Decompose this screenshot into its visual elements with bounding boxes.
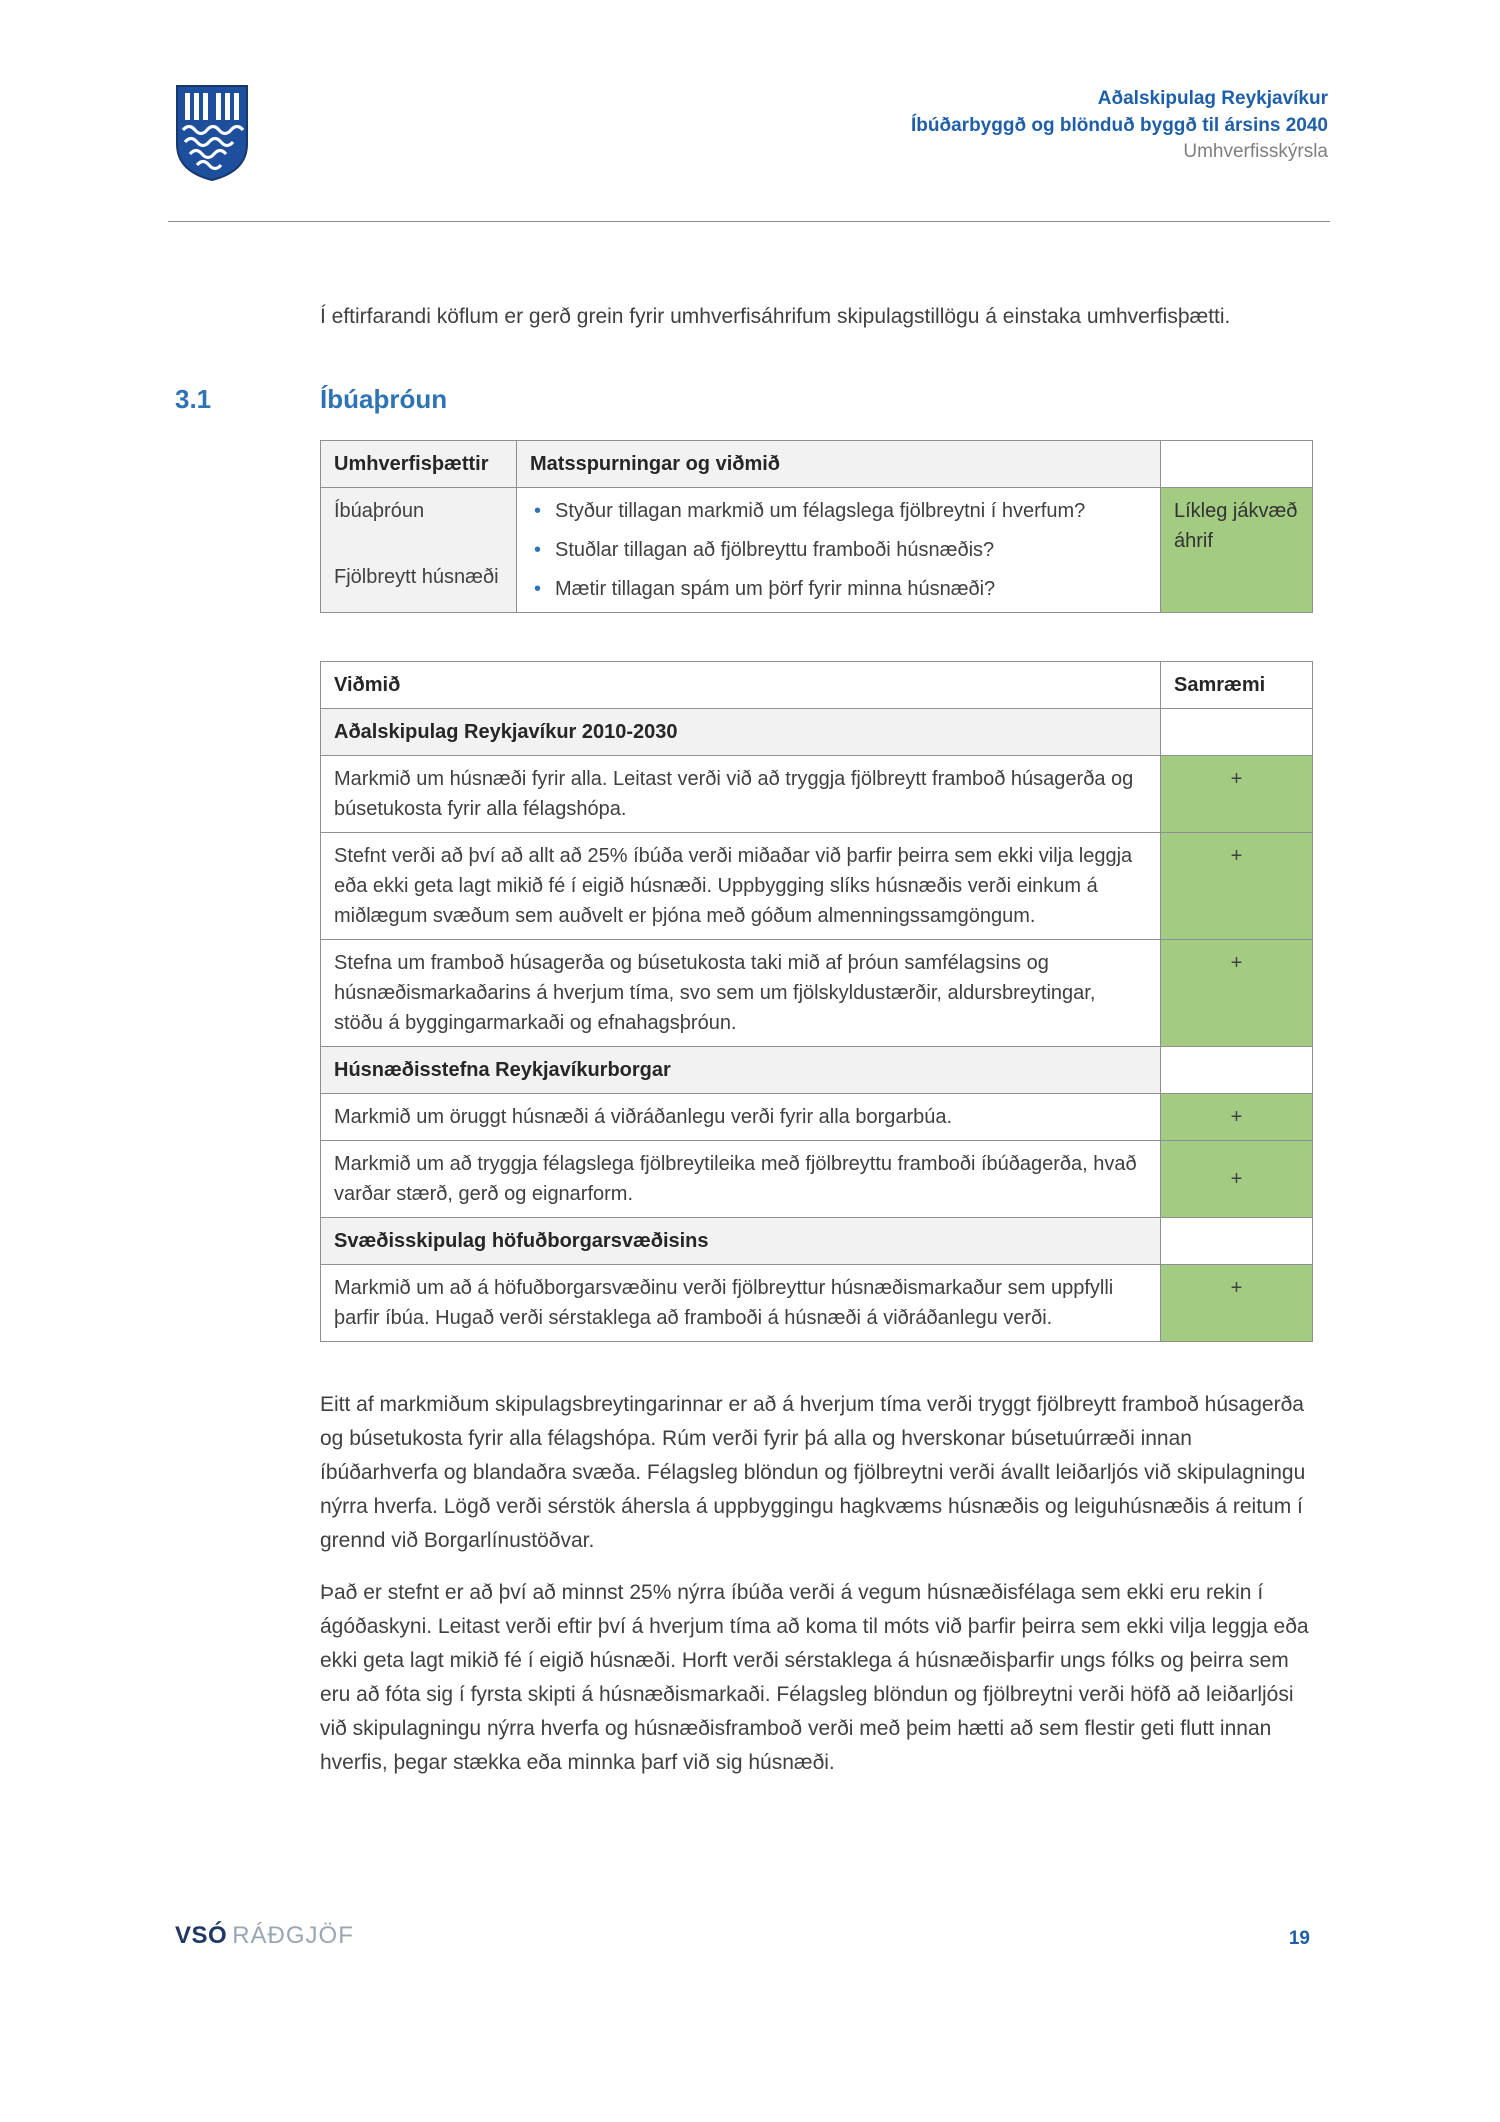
criteria-text: Stefnt verði að því að allt að 25% íbúða verði miðaðar við þarfir þeirra sem ekki vilja leggja eða ekki geta lagt mikið fé í eigið húsnæði. Uppbygging slíks húsnæðis verði einkum á miðlægum svæðum sem auðvelt er þjóna með góðum almenningssamgöngum. <box>321 833 1161 940</box>
criteria-section-title: Húsnæðisstefna Reykjavíkurborgar <box>321 1047 1161 1094</box>
criteria-row <box>321 1265 1313 1342</box>
factor-line-2: Fjölbreytt húsnæði <box>334 566 499 589</box>
compliance-mark: + <box>1161 1265 1313 1342</box>
factor-line-1: Íbúaþróun <box>334 500 425 523</box>
header-subtitle: Umhverfisskýrsla <box>1183 141 1328 163</box>
document-header <box>175 84 1328 204</box>
header-divider <box>168 221 1330 222</box>
assessment-body-row <box>321 488 1313 613</box>
criteria-section-empty-cell <box>1161 1047 1313 1094</box>
criteria-section-empty-cell <box>1161 709 1313 756</box>
coat-of-arms-icon <box>175 84 249 184</box>
assessment-header-row <box>321 441 1313 488</box>
body-paragraph-1: Eitt af markmiðum skipulagsbreytingarinnar er að á hverjum tíma verði tryggt fjölbreytt framboð húsagerða og búsetukosta fyrir alla félagshópa. Rúm verði fyrir þá alla og hverskonar búsetuúrræði innan íbúðarhverfa og blandaðra svæða. Félagsleg blöndun og fjölbreytni verði ávallt leiðarljós við skipulagningu nýrra hverfa. Lögð verði sérstök áhersla á uppbyggingu hagkvæms húsnæðis og leiguhúsnæðis á reitum í grennd við Borgarlínustöðvar. <box>320 1393 1306 1553</box>
criteria-row <box>321 756 1313 833</box>
criteria-header-samraemi: Samræmi <box>1161 662 1313 709</box>
section-heading <box>175 378 1312 415</box>
criteria-header-vidmid: Viðmið <box>321 662 1161 709</box>
criteria-text: Stefna um framboð húsagerða og búsetukosta taki mið af þróun samfélagsins og húsnæðismarkaðarins á hverjum tíma, svo sem um fjölskyldustærðir, aldursbreytingar, stöðu á byggingarmarkaði og efnahagsþróun. <box>321 940 1161 1047</box>
environmental-factor-cell <box>321 488 517 613</box>
page-number: 19 <box>1288 1928 1310 1949</box>
criteria-table <box>320 661 1313 1342</box>
assessment-header-empty <box>1161 441 1313 488</box>
reykjavik-coat-of-arms-logo <box>175 84 249 184</box>
section-title: Íbúaþróun <box>320 384 448 415</box>
header-title-line2: Íbúðarbyggð og blönduð byggð til ársins 2040 <box>911 114 1328 136</box>
question-item: • Styður tillagan markmið um félagslega fjölbreytni í hverfum? <box>530 496 1147 526</box>
section-number: 3.1 <box>175 384 212 415</box>
criteria-section-row <box>321 709 1313 756</box>
criteria-section-row <box>321 1047 1313 1094</box>
footer-brand-primary: VSÓ <box>175 1922 228 1949</box>
document-footer <box>175 1922 354 1950</box>
assessment-header-factors: Umhverfisþættir <box>321 441 517 488</box>
compliance-mark: + <box>1161 1094 1313 1141</box>
compliance-mark: + <box>1161 1141 1313 1218</box>
header-title-line1: Aðalskipulag Reykjavíkur <box>1097 88 1328 109</box>
criteria-text: Markmið um að tryggja félagslega fjölbreytileika með fjölbreyttu framboði íbúðagerða, hvað varðar stærð, gerð og eignarform. <box>321 1141 1161 1218</box>
compliance-mark: + <box>1161 833 1313 940</box>
criteria-section-title: Aðalskipulag Reykjavíkur 2010-2030 <box>321 709 1161 756</box>
criteria-section-title: Svæðisskipulag höfuðborgarsvæðisins <box>321 1218 1161 1265</box>
header-text-block <box>911 86 1328 166</box>
assessment-questions-cell <box>517 488 1161 613</box>
compliance-mark: + <box>1161 756 1313 833</box>
question-item: • Mætir tillagan spám um þörf fyrir minna húsnæði? <box>530 574 1147 604</box>
criteria-row <box>321 940 1313 1047</box>
criteria-header-row <box>321 662 1313 709</box>
compliance-mark: + <box>1161 940 1313 1047</box>
criteria-text: Markmið um að á höfuðborgarsvæðinu verði fjölbreyttur húsnæðismarkaður sem uppfylli þarfir íbúa. Hugað verði sérstaklega að framboði á húsnæði á viðráðanlegu verði. <box>321 1265 1161 1342</box>
criteria-section-empty-cell <box>1161 1218 1313 1265</box>
assessment-header-questions: Matsspurningar og viðmið <box>517 441 1161 488</box>
content-column <box>175 300 1312 1798</box>
criteria-section-row <box>321 1218 1313 1265</box>
criteria-row <box>321 833 1313 940</box>
questions-list <box>530 496 1147 604</box>
intro-paragraph: Í eftirfarandi köflum er gerð grein fyrir umhverfisáhrifum skipulagstillögu á einstaka umhverfisþætti. <box>320 305 1231 328</box>
assessment-result-cell: Líkleg jákvæð áhrif <box>1161 488 1313 613</box>
body-paragraph-2: Það er stefnt er að því að minnst 25% nýrra íbúða verði á vegum húsnæðisfélaga sem ekki eru rekin í ágóðaskyni. Leitast verði eftir því á hverjum tíma að koma til móts við þarfir þeirra sem ekki vilja leggja eða ekki geta lagt mikið fé í eigið húsnæði. Horft verði sérstaklega á húsnæðisþarfir ungs fólks og þeirra sem eru að fóta sig í fyrsta skipti á húsnæðismarkaði. Félagsleg blöndun og fjölbreytni verði höfð að leiðarljósi við skipulagningu nýrra hverfa og húsnæðisframboð verði með þeim hætti að sem flestir geti flutt innan hverfis, þegar stækka eða minnka þarf við sig húsnæði. <box>320 1581 1309 1775</box>
criteria-text: Markmið um húsnæði fyrir alla. Leitast verði við að tryggja fjölbreytt framboð húsagerða og búsetukosta fyrir alla félagshópa. <box>321 756 1161 833</box>
assessment-table <box>320 440 1313 613</box>
criteria-row <box>321 1141 1313 1218</box>
question-item: • Stuðlar tillagan að fjölbreyttu framboði húsnæðis? <box>530 535 1147 565</box>
criteria-row <box>321 1094 1313 1141</box>
criteria-text: Markmið um öruggt húsnæði á viðráðanlegu verði fyrir alla borgarbúa. <box>321 1094 1161 1141</box>
footer-brand-secondary: RÁÐGJÖF <box>232 1922 354 1949</box>
